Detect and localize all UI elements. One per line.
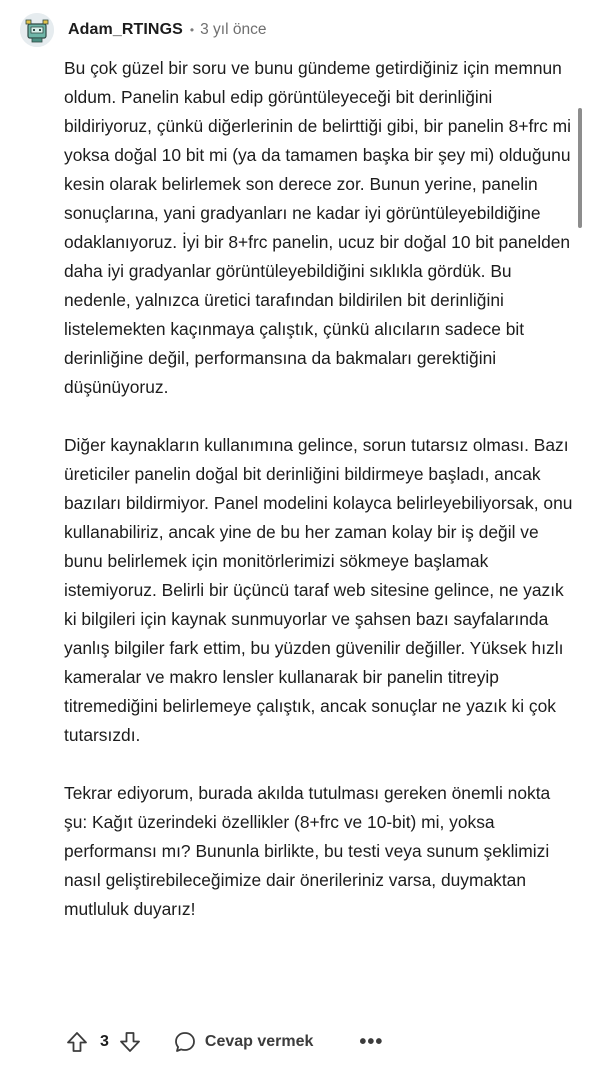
comment-timestamp[interactable]: 3 yıl önce <box>200 21 267 38</box>
upvote-arrow-icon <box>66 1031 88 1053</box>
scrollbar-thumb[interactable] <box>578 108 582 228</box>
reply-label: Cevap vermek <box>204 1033 314 1050</box>
upvote-button[interactable] <box>64 1029 90 1055</box>
vote-count: 3 <box>100 1033 109 1050</box>
downvote-button[interactable] <box>117 1029 143 1055</box>
reply-button[interactable] <box>173 1030 314 1054</box>
comment-actions <box>64 1026 383 1058</box>
comment-paragraph-2: Diğer kaynakların kullanımına gelince, sorun tutarsız olması. Bazı üreticiler panelin doğal bit derinliğini bildirmeye başladı, ancak bazıları bildirmiyor. Panel modelini kolayca belirleyebiliyorsak, onu kullanabiliriz, ancak yine de bu her zaman kolay bir iş değil ve bunu belirlemek için monitörlerimizi sökmeye başlamak istemiyoruz. Belirli bir üçüncü taraf web sitesine gelince, ne yazık ki bilgileri için kaynak sunmuyorlar ve şahsen bazı sayfalarında yanlış bilgiler fark ettim, bu yüzden güvenilir değiller. Yüksek hızlı kameralar ve makro lensler kullanarak bir panelin titreyip titremediğini belirlemeye çalıştık, ancak sonuçlar ne yazık ki çok tutarsızdı. <box>64 435 573 745</box>
avatar[interactable] <box>20 13 54 47</box>
downvote-arrow-icon <box>119 1031 141 1053</box>
speech-bubble-icon <box>173 1030 197 1054</box>
separator-dot: • <box>189 23 195 37</box>
more-options-button[interactable]: ••• <box>359 1031 384 1053</box>
comment-paragraph-3: Tekrar ediyorum, burada akılda tutulması gereken önemli nokta şu: Kağıt üzerindeki özellikler (8+frc ve 10-bit) mi, yoksa performansı mı? Bununla birlikte, bu testi veya sunum şeklimizi nasıl geliştirebileceğimize dair önerileriniz varsa, duymaktan mutluluk duyarız! <box>64 783 551 919</box>
comment-body <box>64 54 574 953</box>
comment-paragraph-1: Bu çok güzel bir soru ve bunu gündeme getirdiğiniz için memnun oldum. Panelin kabul edip görüntüleyeceği bit derinliğini bildiriyoruz, çünkü diğerlerinin de belirttiği gibi, bir panelin 8+frc mi yoksa doğal 10 bit mi (ya da tamamen başka bir şey mi) olduğunu kesin olarak belirlemek son derece zor. Bunun yerine, panelin sonuçlarına, yani gradyanları ne kadar iyi görüntüleyebildiğine odaklanıyoruz. İyi bir 8+frc panelin, ucuz bir doğal 10 bit panelden daha iyi gradyanlar görüntüleyebildiğini sıklıkla gördük. Bu nedenle, yalnızca üretici tarafından bildirilen bit derinliğini listelemekten kaçınmaya çalıştık, çünkü alıcıların sadece bit derinliğine değil, performansına da bakmaları gerektiğini düşünüyoruz. <box>64 58 571 397</box>
robot-avatar-icon <box>20 13 54 47</box>
author-username[interactable]: Adam_RTINGS <box>68 21 183 38</box>
comment-header <box>20 10 266 50</box>
